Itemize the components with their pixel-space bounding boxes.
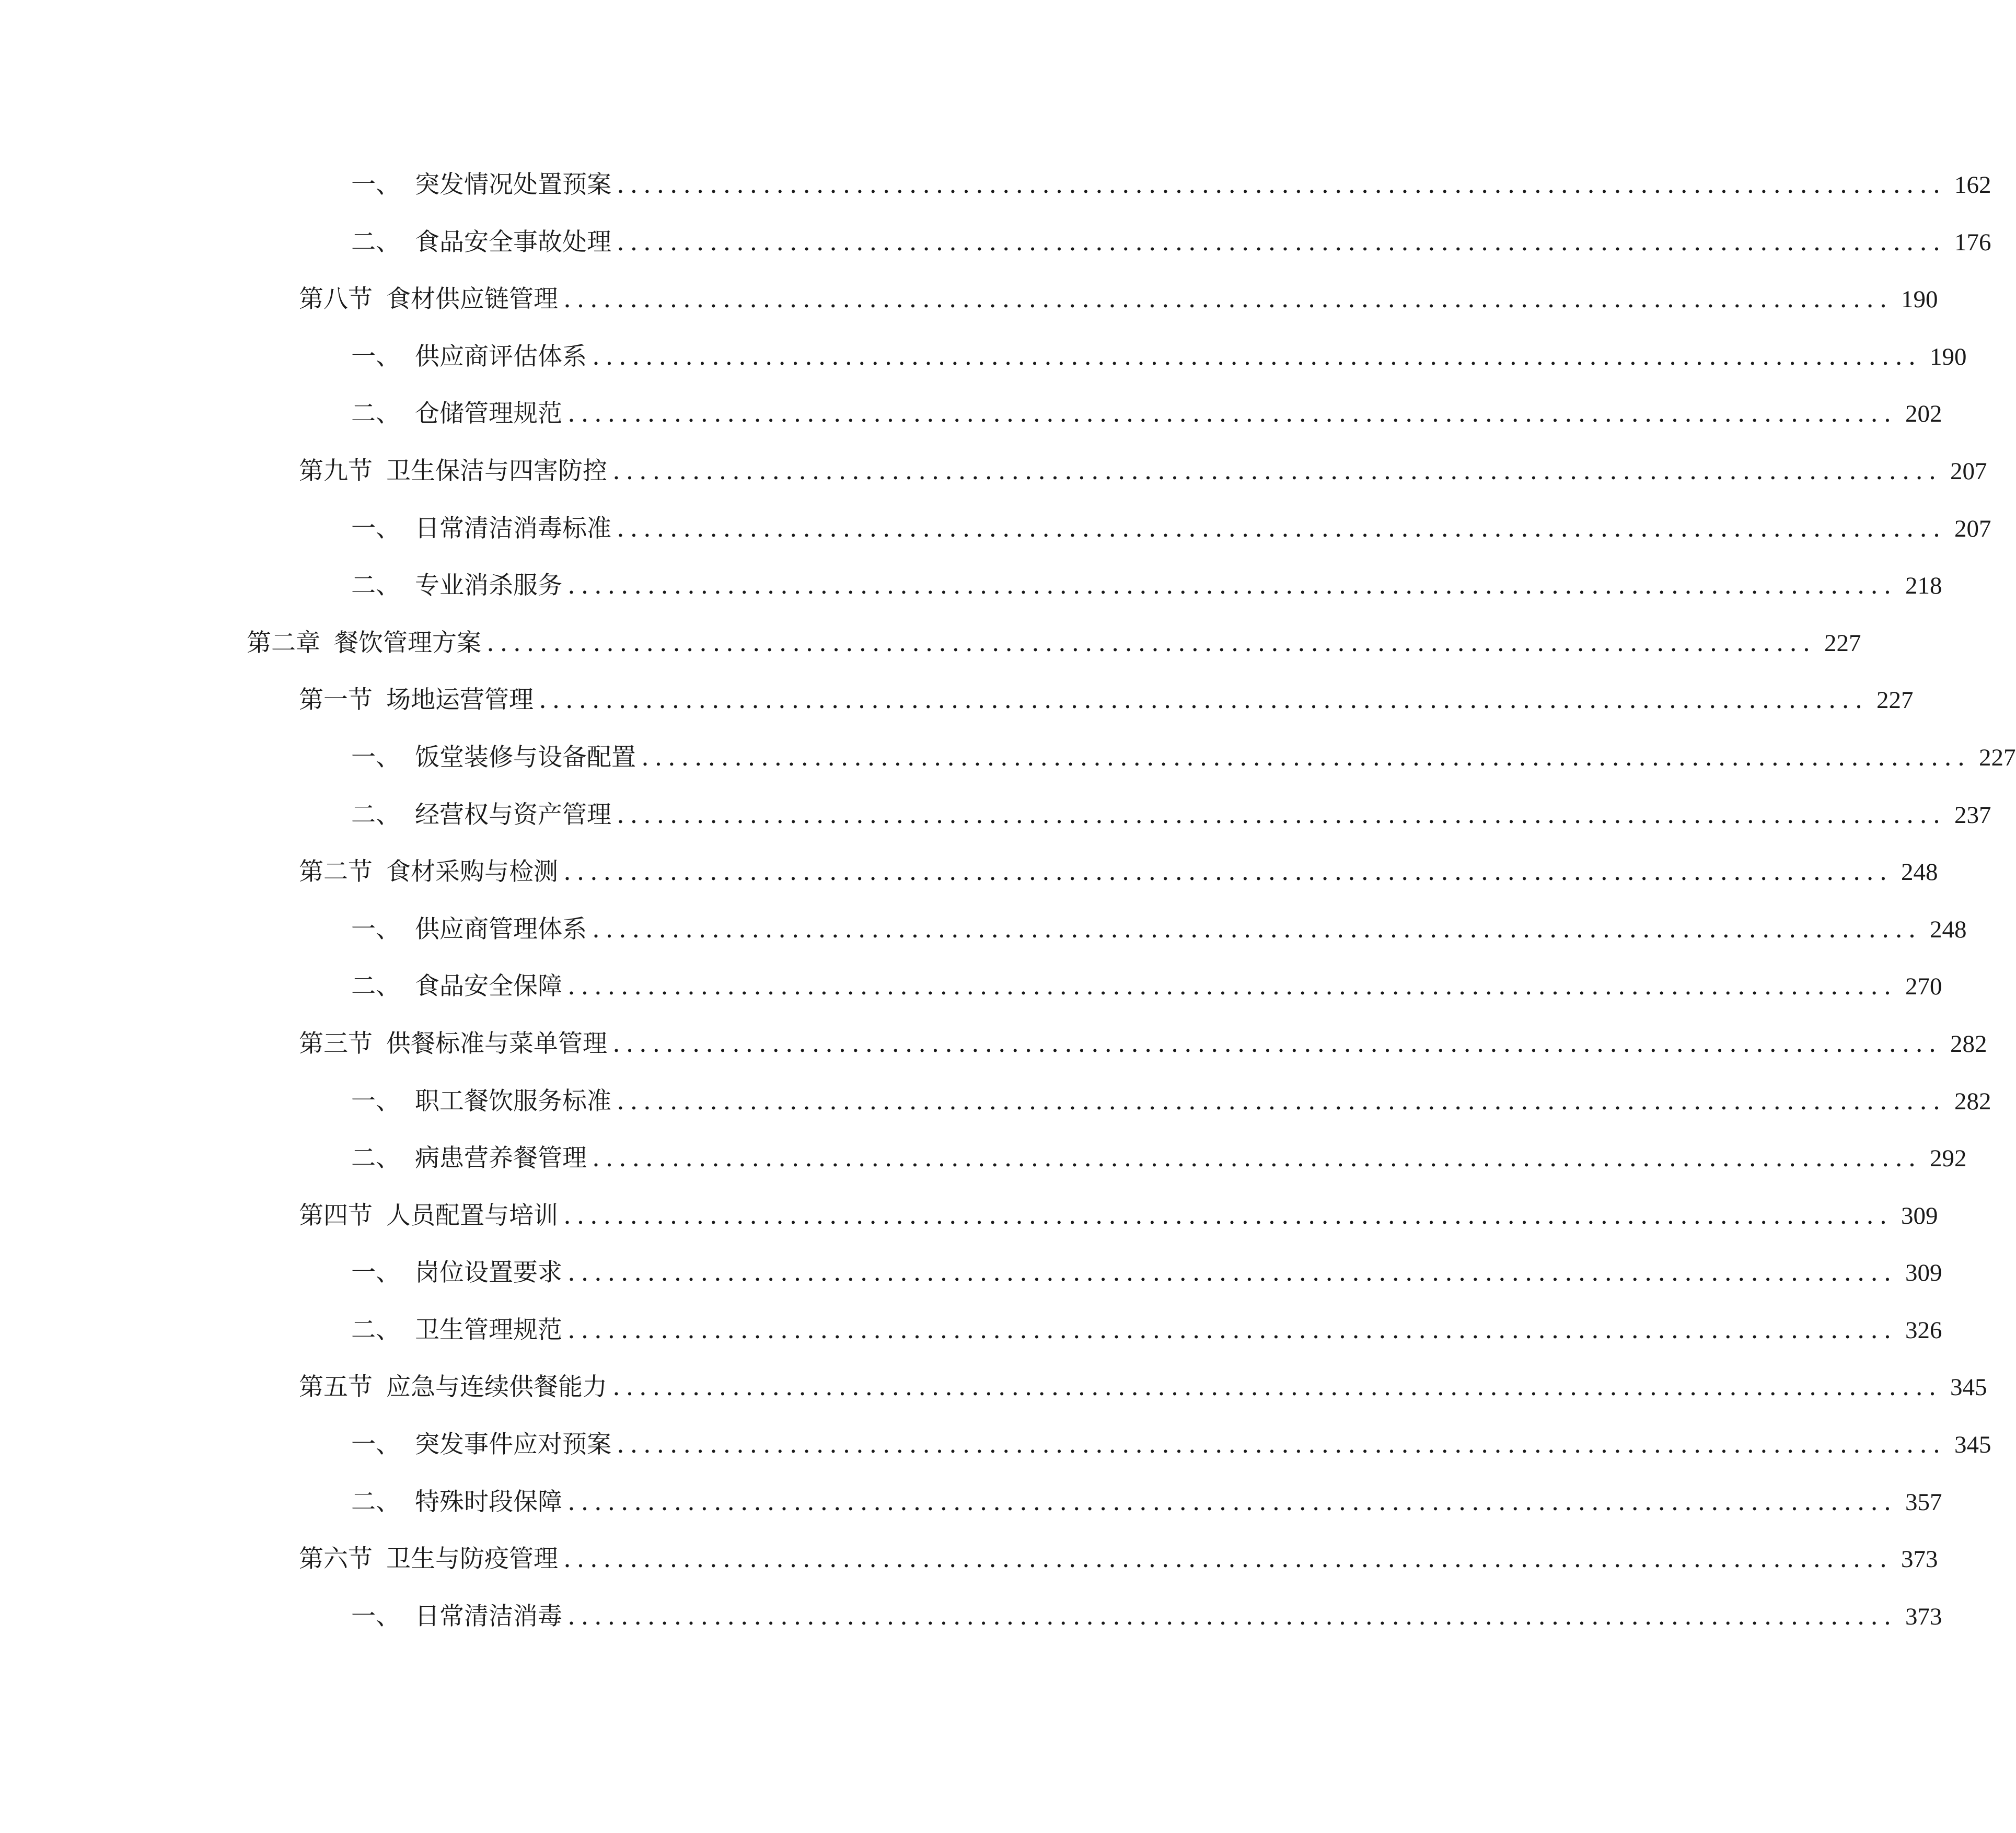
toc-entry-number: 二、 — [351, 399, 400, 428]
toc-entry-number: 一、 — [351, 1086, 400, 1116]
toc-entry-page-number: 373 — [1905, 1603, 1942, 1630]
toc-dot-leader: .................................................................................................... — [612, 456, 1942, 485]
toc-dot-leader: .................................................................................................... — [567, 1487, 1897, 1516]
toc-entry-number: 一、 — [351, 1258, 400, 1287]
toc-entry[interactable] — [0, 328, 1967, 385]
toc-entry[interactable] — [0, 1530, 1938, 1587]
toc-entry-page-number: 176 — [1954, 228, 1991, 256]
toc-dot-leader: .................................................................................................... — [592, 1144, 1921, 1173]
toc-entry-title: 日常清洁消毒 — [415, 1602, 562, 1631]
toc-entry-title: 卫生保洁与四害防控 — [386, 456, 607, 485]
toc-entry-title: 突发事件应对预案 — [415, 1430, 611, 1459]
toc-entry-number: 第一节 — [299, 686, 373, 715]
toc-entry-number: 二、 — [351, 1487, 400, 1516]
toc-dot-leader: .................................................................................................... — [563, 857, 1893, 887]
toc-entry-number: 第九节 — [299, 456, 373, 485]
toc-entry-page-number: 190 — [1930, 343, 1967, 370]
toc-dot-leader: .................................................................................................... — [567, 1258, 1897, 1287]
toc-entry-page-number: 309 — [1901, 1202, 1938, 1229]
toc-entry-page-number: 248 — [1901, 859, 1938, 886]
toc-dot-leader: .................................................................................................... — [641, 743, 1971, 772]
toc-entry-page-number: 207 — [1954, 515, 1991, 542]
toc-entry-number: 二、 — [351, 1315, 400, 1344]
toc-entry[interactable] — [0, 728, 2016, 786]
toc-entry-title: 食品安全保障 — [415, 972, 562, 1001]
toc-dot-leader: .................................................................................................... — [567, 1315, 1897, 1344]
toc-entry[interactable] — [0, 1187, 1938, 1244]
toc-entry[interactable] — [0, 156, 1991, 213]
toc-entry-title: 食材采购与检测 — [386, 857, 558, 887]
toc-entry-page-number: 357 — [1905, 1488, 1942, 1516]
toc-entry-page-number: 248 — [1930, 915, 1967, 943]
toc-entry-number: 二、 — [351, 972, 400, 1001]
toc-entry-page-number: 227 — [1979, 744, 2016, 771]
toc-entry-title: 日常清洁消毒标准 — [415, 514, 611, 543]
toc-entry-title: 应急与连续供餐能力 — [386, 1373, 607, 1402]
toc-entry-title: 食品安全事故处理 — [415, 227, 611, 257]
toc-entry-page-number: 227 — [1876, 687, 1914, 714]
toc-dot-leader: .................................................................................................... — [592, 342, 1921, 371]
toc-entry-title: 卫生与防疫管理 — [386, 1545, 558, 1574]
toc-entry[interactable] — [0, 843, 1938, 900]
toc-entry-number: 一、 — [351, 342, 400, 371]
toc-dot-leader: .................................................................................................... — [567, 972, 1897, 1001]
toc-entry-page-number: 292 — [1930, 1145, 1967, 1173]
toc-dot-leader: .................................................................................................... — [539, 686, 1868, 715]
toc-entry-number: 第四节 — [299, 1201, 373, 1230]
toc-entry[interactable] — [0, 1244, 1942, 1301]
toc-entry-title: 经营权与资产管理 — [415, 800, 611, 829]
toc-entry-title: 供餐标准与菜单管理 — [386, 1029, 607, 1058]
toc-entry-title: 供应商管理体系 — [415, 914, 587, 944]
toc-entry-number: 二、 — [351, 800, 400, 829]
toc-dot-leader: .................................................................................................... — [567, 399, 1897, 428]
toc-dot-leader: .................................................................................................... — [617, 800, 1946, 829]
toc-entry-number: 一、 — [351, 170, 400, 199]
toc-entry-number: 第二节 — [299, 857, 373, 887]
toc-entry-title: 饭堂装修与设备配置 — [415, 743, 636, 772]
toc-entry-number: 一、 — [351, 914, 400, 944]
toc-entry[interactable] — [0, 1416, 1991, 1473]
toc-entry-number: 一、 — [351, 514, 400, 543]
toc-entry[interactable] — [0, 786, 1991, 843]
toc-dot-leader: .................................................................................................... — [617, 227, 1946, 257]
toc-entry-title: 仓储管理规范 — [415, 399, 562, 428]
toc-entry[interactable] — [0, 614, 1861, 671]
toc-entry-number: 一、 — [351, 1602, 400, 1631]
table-of-contents — [0, 156, 2016, 1644]
toc-entry[interactable] — [0, 957, 1942, 1015]
toc-dot-leader: .................................................................................................... — [567, 1602, 1897, 1631]
toc-entry[interactable] — [0, 900, 1967, 958]
toc-entry-page-number: 227 — [1824, 629, 1861, 657]
toc-entry-number: 第二章 — [247, 628, 320, 657]
toc-entry-title: 特殊时段保障 — [415, 1487, 562, 1516]
toc-dot-leader: .................................................................................................... — [563, 1545, 1893, 1574]
toc-dot-leader: .................................................................................................... — [612, 1029, 1942, 1058]
toc-entry[interactable] — [0, 1301, 1942, 1359]
toc-entry-number: 第六节 — [299, 1545, 373, 1574]
toc-entry-page-number: 237 — [1954, 801, 1991, 829]
toc-entry[interactable] — [0, 671, 1914, 728]
toc-entry-page-number: 218 — [1905, 572, 1942, 600]
toc-entry[interactable] — [0, 1129, 1967, 1187]
toc-dot-leader: .................................................................................................... — [617, 1430, 1946, 1459]
toc-entry[interactable] — [0, 1015, 1987, 1072]
toc-entry[interactable] — [0, 500, 1991, 557]
toc-entry[interactable] — [0, 213, 1991, 271]
toc-entry-page-number: 282 — [1954, 1087, 1991, 1115]
toc-entry-page-number: 202 — [1905, 400, 1942, 428]
toc-entry-page-number: 345 — [1954, 1431, 1991, 1459]
toc-entry-title: 病患营养餐管理 — [415, 1144, 587, 1173]
toc-entry-page-number: 326 — [1905, 1316, 1942, 1344]
toc-entry-number: 一、 — [351, 1430, 400, 1459]
toc-entry-number: 第八节 — [299, 285, 373, 314]
toc-entry[interactable] — [0, 385, 1942, 442]
toc-entry[interactable] — [0, 1358, 1987, 1416]
toc-entry-page-number: 309 — [1905, 1259, 1942, 1287]
toc-entry-number: 二、 — [351, 1144, 400, 1173]
toc-entry-title: 卫生管理规范 — [415, 1315, 562, 1344]
toc-entry-page-number: 373 — [1901, 1546, 1938, 1573]
toc-dot-leader: .................................................................................................... — [617, 514, 1946, 543]
toc-entry-title: 食材供应链管理 — [386, 285, 558, 314]
toc-entry-page-number: 270 — [1905, 973, 1942, 1001]
toc-entry-title: 突发情况处置预案 — [415, 170, 611, 199]
toc-entry[interactable] — [0, 1587, 1942, 1645]
toc-entry-number: 一、 — [351, 743, 400, 772]
toc-entry-page-number: 282 — [1950, 1030, 1987, 1058]
toc-entry-page-number: 345 — [1950, 1374, 1987, 1401]
toc-entry-number: 二、 — [351, 571, 400, 600]
toc-dot-leader: .................................................................................................... — [612, 1373, 1942, 1402]
toc-entry[interactable] — [0, 270, 1938, 328]
toc-entry-number: 第三节 — [299, 1029, 373, 1058]
toc-entry-number: 二、 — [351, 227, 400, 257]
toc-entry-page-number: 162 — [1954, 171, 1991, 199]
toc-dot-leader: .................................................................................................... — [567, 571, 1897, 600]
toc-dot-leader: .................................................................................................... — [617, 1086, 1946, 1116]
toc-entry-title: 人员配置与培训 — [386, 1201, 558, 1230]
toc-entry-number: 第五节 — [299, 1373, 373, 1402]
toc-dot-leader: .................................................................................................... — [486, 628, 1816, 657]
toc-entry-page-number: 190 — [1901, 286, 1938, 314]
toc-entry-title: 场地运营管理 — [386, 686, 534, 715]
toc-entry-page-number: 207 — [1950, 457, 1987, 485]
toc-entry-title: 供应商评估体系 — [415, 342, 587, 371]
toc-dot-leader: .................................................................................................... — [563, 285, 1893, 314]
toc-entry[interactable] — [0, 442, 1987, 500]
toc-dot-leader: .................................................................................................... — [617, 170, 1946, 199]
toc-entry[interactable] — [0, 1473, 1942, 1530]
toc-entry-title: 职工餐饮服务标准 — [415, 1086, 611, 1116]
toc-dot-leader: .................................................................................................... — [592, 914, 1921, 944]
toc-entry[interactable] — [0, 1072, 1991, 1130]
toc-entry[interactable] — [0, 556, 1942, 614]
toc-entry-title: 专业消杀服务 — [415, 571, 562, 600]
toc-dot-leader: .................................................................................................... — [563, 1201, 1893, 1230]
toc-entry-title: 岗位设置要求 — [415, 1258, 562, 1287]
toc-entry-title: 餐饮管理方案 — [334, 628, 481, 657]
